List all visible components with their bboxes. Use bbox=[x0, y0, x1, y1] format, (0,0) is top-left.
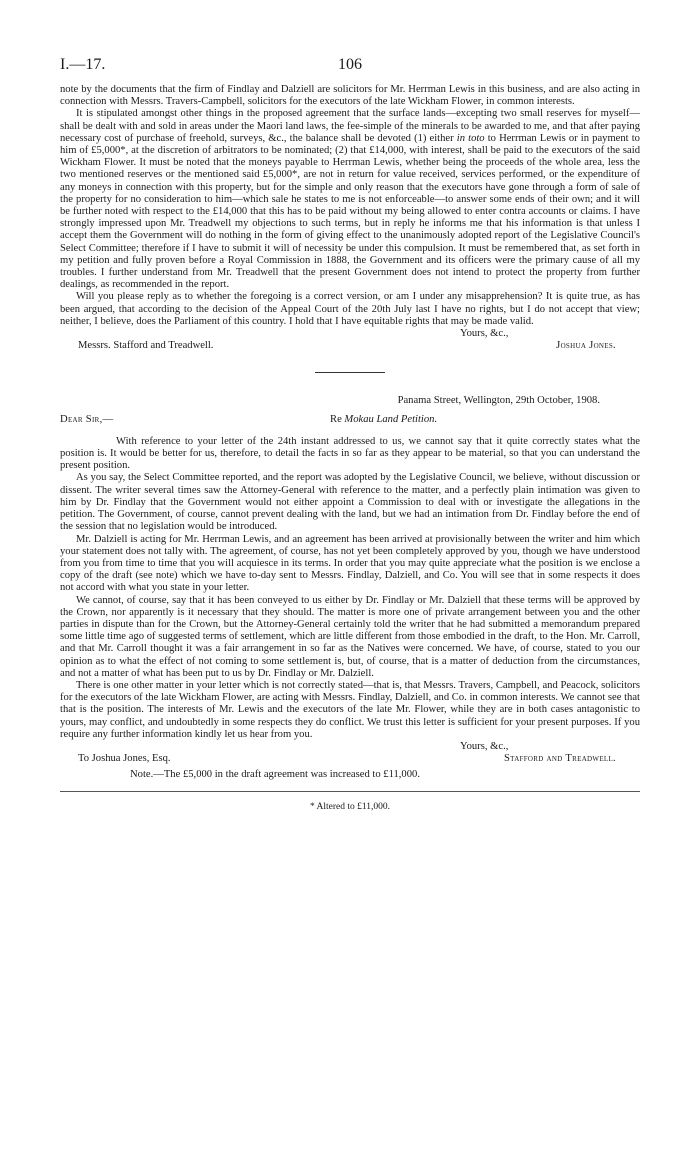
salutation: Dear Sir,— bbox=[60, 413, 114, 425]
paragraph: With reference to your letter of the 24th instant addressed to us, we cannot say that it quite correctly states what the position is. It would be better for us, therefore, to detail the facts in so far as they appear to be material, so that you can understand the present position. bbox=[60, 435, 640, 472]
addressee: To Joshua Jones, Esq. bbox=[78, 753, 171, 765]
addressee: Messrs. Stafford and Treadwell. bbox=[78, 340, 214, 352]
salutation-row bbox=[60, 414, 640, 426]
signature-row bbox=[60, 753, 640, 765]
paragraph: Mr. Dalziell is acting for Mr. Herrman Lewis, and an agreement has been arrived at provisionally between the writer and him which your statement does not tally with. The agreement, of course, has not yet been completely approved by you, though we have understood from you from time to time that you will acquiesce in its terms. In order that you may quite appreciate what the position is we enclose a copy of the draft (see note) which we have to-day sent to Messrs. Findlay, Dalziell, and Co. You will see that in some respects it does not accord with what you state in your letter. bbox=[60, 533, 640, 594]
page-body bbox=[60, 84, 640, 813]
paragraph: Will you please reply as to whether the foregoing is a correct version, or am I under any misapprehension? It is quite true, as has been argued, that according to the decision of the Appeal Court of the 20th July last I have no rights, but I do not accept that view; neither, I believe, does the Parliament of this country. I hold that I have equitable rights that may be made valid. bbox=[60, 291, 640, 327]
page-header bbox=[60, 56, 640, 74]
signature: Joshua Jones. bbox=[556, 340, 616, 352]
footnote: * Altered to £11,000. bbox=[309, 801, 391, 812]
note: Note.—The £5,000 in the draft agreement was increased to £11,000. bbox=[130, 769, 420, 781]
signature: Stafford and Treadwell. bbox=[503, 753, 616, 765]
closing: Yours, &c., bbox=[460, 328, 509, 340]
paragraph: It is stipulated amongst other things in the proposed agreement that the surface lands—excepting two small reserves for myself—shall be dealt with and sold in areas under the Maori land laws, the fee-simple of the minerals to be awarded to me, and that after paying necessary cost of purchase of freehold, surveys, &c., the balance shall be devoted (1) either in toto to Herrman Lewis or in payment to him of £5,000*, at the discretion of arbitrators to be nominated; (2) that £14,000, with interest, shall be paid to the executors of the said Wickham Flower. It must be noted that the moneys payable to Herrman Lewis, whether being the proceeds of the whole area, less the two mentioned reserves or the mentioned said £5,000*, are not in return for value received, services performed, or the expenditure of any moneys in connection with this property, but for the simple and only reason that the executors have gone through a form of sale of the property for no consideration to him—which sale he states to me is not enforceable—to answer some ends of their own; and it will be further noted with respect to the £14,000 that this has to be paid without my being allowed to enter contra accounts or claims. I have strongly impressed upon Mr. Treadwell my objections to such terms, but in reply he informs me that his information is that unless I accept them the Government will do nothing in the form of giving effect to the unanimously adopted report of the Legislative Council's Select Committee; therefore if I have to submit it will of necessity be under this compulsion. It must be remembered that, as set forth in my petition and fully proven before a Royal Commission in 1888, the Government and its officers were the primary cause of all my troubles. I further understand from Mr. Treadwell that the present Government does not intend to protect the property from further dealings, as recommended in the report. bbox=[60, 108, 640, 291]
document-reference: I.—17. bbox=[60, 56, 106, 73]
section-divider bbox=[315, 372, 385, 373]
letter-stafford-treadwell bbox=[60, 395, 640, 781]
page-number: 106 bbox=[338, 56, 362, 73]
sender-address: Panama Street, Wellington, 29th October, 1908. bbox=[397, 395, 600, 407]
paragraph: note by the documents that the firm of Findlay and Dalziell are solicitors for Mr. Herrman Lewis in this business, and are also acting in connection with Messrs. Travers-Campbell, solicitors for the executors of the late Wickham Flower, in common interests. bbox=[60, 84, 640, 108]
closing: Yours, &c., bbox=[460, 740, 509, 752]
paragraph: As you say, the Select Committee reported, and the report was adopted by the Legislative Council, we believe, without discussion or dissent. The writer several times saw the Attorney-General with reference to the matter, and a perfectly plain intimation was given to him by Dr. Findlay that the Government would not either appoint a Commission to deal with or investigate the allegations in the petition. The Government, of course, cannot prevent dealing with the land, but we had an intimation from Dr. Findlay before the end of the session that no legislation would be introduced. bbox=[60, 472, 640, 533]
paragraph: There is one other matter in your letter which is not correctly stated—that is, that Messrs. Travers, Campbell, and Peacock, solicitors for the executors of the late Wickham Flower, are acting with Messrs. Findlay, Dalziell, and Co. in common interests. We cannot see that that is the position. The interests of Mr. Lewis and the executors of the late Mr. Flower, while they are in both cases antagonistic to yours, may conflict, and undoubtedly in some respects they do conflict. We trust this letter is sufficient for your present purposes. If you require any further information kindly let us hear from you. bbox=[60, 679, 640, 740]
subject-line: Re Mokau Land Petition. bbox=[330, 413, 438, 425]
paragraph: We cannot, of course, say that it has been conveyed to us either by Dr. Findlay or Mr. Dalziell that these terms will be approved by the Crown, nor apparently is it necessary that they should. The matter is more one of private arrangement between you and the other parties in dispute than for the Crown, but the Attorney-General certainly told the writer that he had submitted a memorandum prepared some little time ago of suggested terms of settlement, which are little different from those embodied in the draft, to the Hon. Mr. Carroll, and that Mr. Carroll thought it was a fair arrangement in so far as the Natives were concerned. We have, of course, stated to you our opinion as to what the effect of not coming to some settlement is, but, of course, that is a matter of deduction from the circumstances, and not a matter of what has been put to us by Dr. Findlay or Mr. Dalziell. bbox=[60, 594, 640, 679]
signature-row bbox=[60, 340, 640, 352]
letter-jones bbox=[60, 84, 640, 352]
footnote-rule bbox=[60, 791, 640, 792]
